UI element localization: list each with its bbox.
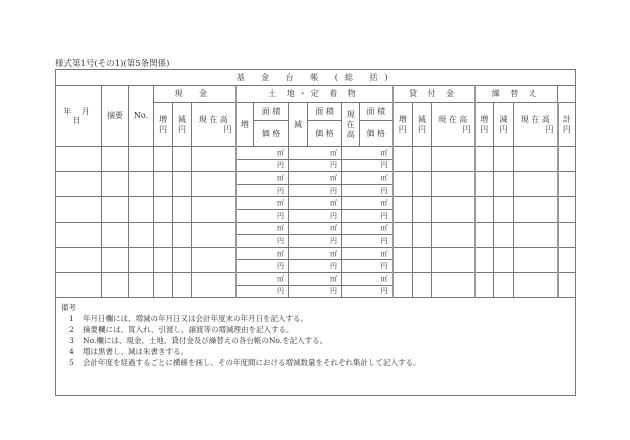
entry-cell[interactable] [102,147,129,172]
ledger-title: 基 金 台 帳 (総 括) [56,70,576,86]
entry-cell[interactable] [558,272,576,297]
entry-cell[interactable] [413,172,432,197]
notes-heading: 備考 [61,303,76,313]
entry-cell[interactable] [173,197,192,222]
entry-cell[interactable] [432,147,475,172]
land-dec-price: 価 格 [308,121,342,147]
header-date: 年 月 日 [56,86,102,147]
transfer-balance: 現 在 高 円 [514,103,558,147]
area-cell[interactable]: ㎡ [342,272,393,285]
header-loan: 貸 付 金 [393,86,475,103]
entry-cell[interactable] [56,222,102,247]
land-inc-area: 面 積 [254,103,289,121]
entry-cell[interactable] [56,172,102,197]
entry-cell[interactable] [514,247,558,272]
loan-dec: 減 円 [413,103,432,147]
entry-cell[interactable] [102,222,129,247]
notes-section [56,298,576,396]
entry-cell[interactable] [56,197,102,222]
ledger-row [56,147,576,160]
price-cell[interactable]: 円 [289,159,342,172]
price-cell[interactable]: 円 [236,159,289,172]
entry-cell[interactable] [475,172,494,197]
entry-cell[interactable] [432,172,475,197]
header-summary: 摘要 [102,86,129,147]
entry-cell[interactable] [475,222,494,247]
land-dec: 減 [289,103,308,147]
price-cell[interactable]: 円 [236,260,289,273]
price-cell[interactable]: 円 [342,235,393,248]
area-cell[interactable]: ㎡ [342,147,393,160]
entry-cell[interactable] [413,197,432,222]
entry-cell[interactable] [154,222,173,247]
entry-cell[interactable] [154,197,173,222]
total: 計 円 [558,103,576,147]
note-item: 4 増は黒書し、減は朱書きする。 [69,347,188,357]
cash-balance: 現 在 高 円 [192,103,236,147]
price-cell[interactable]: 円 [342,260,393,273]
entry-cell[interactable] [192,197,236,222]
entry-cell[interactable] [432,197,475,222]
entry-cell[interactable] [494,222,514,247]
entry-cell[interactable] [558,172,576,197]
entry-cell[interactable] [514,147,558,172]
entry-cell[interactable] [129,147,154,172]
entry-cell[interactable] [393,272,413,297]
entry-cell[interactable] [413,247,432,272]
area-cell[interactable]: ㎡ [289,147,342,160]
ledger-row [56,272,576,285]
entry-cell[interactable] [173,247,192,272]
area-cell[interactable]: ㎡ [236,272,289,285]
transfer-dec: 減 円 [494,103,514,147]
transfer-inc: 増 円 [475,103,494,147]
entry-cell[interactable] [475,272,494,297]
area-cell[interactable]: ㎡ [289,197,342,210]
entry-cell[interactable] [558,247,576,272]
ledger-row [56,197,576,210]
land-balance-price: 価 格 [360,121,393,147]
entry-cell[interactable] [192,247,236,272]
ledger-row [56,247,576,260]
entry-cell[interactable] [102,197,129,222]
fund-ledger-table [55,69,576,396]
entry-cell[interactable] [154,272,173,297]
loan-balance: 現 在 高 円 [432,103,475,147]
price-cell[interactable]: 円 [342,184,393,197]
entry-cell[interactable] [56,147,102,172]
land-balance-area: 面 積 [360,103,393,121]
price-cell[interactable]: 円 [342,159,393,172]
area-cell[interactable]: ㎡ [342,197,393,210]
entry-cell[interactable] [393,247,413,272]
cash-inc: 増 円 [154,103,173,147]
entry-cell[interactable] [413,147,432,172]
price-cell[interactable]: 円 [236,285,289,298]
form-caption: 様式第1号(その1)(第5条関係) [55,59,170,69]
entry-cell[interactable] [192,272,236,297]
header-cash: 現 金 [154,86,236,103]
entry-cell[interactable] [413,272,432,297]
entry-cell[interactable] [192,147,236,172]
entry-cell[interactable] [494,197,514,222]
entry-cell[interactable] [514,222,558,247]
note-item: 1 年月日欄には、増減の年月日又は会計年度末の年月日を記入する。 [69,314,308,324]
entry-cell[interactable] [154,247,173,272]
entry-cell[interactable] [56,272,102,297]
price-cell[interactable]: 円 [289,260,342,273]
entry-cell[interactable] [494,247,514,272]
entry-cell[interactable] [393,197,413,222]
entry-cell[interactable] [173,272,192,297]
entry-cell[interactable] [129,222,154,247]
entry-cell[interactable] [192,172,236,197]
area-cell[interactable]: ㎡ [342,247,393,260]
note-item: 2 摘要欄には、買入れ、引渡し、譲渡等の増減理由を記入する。 [69,325,294,335]
entry-cell[interactable] [514,272,558,297]
ledger-row [56,222,576,235]
entry-cell[interactable] [173,222,192,247]
entry-cell[interactable] [558,222,576,247]
price-cell[interactable]: 円 [289,235,342,248]
area-cell[interactable]: ㎡ [289,172,342,185]
price-cell[interactable]: 円 [342,209,393,222]
area-cell[interactable]: ㎡ [289,272,342,285]
area-cell[interactable]: ㎡ [342,172,393,185]
area-cell[interactable]: ㎡ [236,222,289,235]
land-inc: 増 [236,103,254,147]
area-cell[interactable]: ㎡ [236,197,289,210]
entry-cell[interactable] [475,147,494,172]
entry-cell[interactable] [129,247,154,272]
entry-cell[interactable] [393,172,413,197]
header-land: 土 地・定 着 物 [236,86,393,103]
entry-cell[interactable] [558,147,576,172]
price-cell[interactable]: 円 [236,184,289,197]
entry-cell[interactable] [514,197,558,222]
entry-cell[interactable] [413,222,432,247]
header-no: No. [129,86,154,147]
entry-cell[interactable] [432,222,475,247]
loan-inc: 増 円 [393,103,413,147]
area-cell[interactable]: ㎡ [289,222,342,235]
entry-cell[interactable] [129,272,154,297]
cash-dec: 減 円 [173,103,192,147]
area-cell[interactable]: ㎡ [236,172,289,185]
entry-cell[interactable] [558,197,576,222]
entry-cell[interactable] [129,197,154,222]
entry-cell[interactable] [102,247,129,272]
header-transfer: 繰 替 え [475,86,558,103]
price-cell[interactable]: 円 [342,285,393,298]
entry-cell[interactable] [129,172,154,197]
note-item: 3 No.欄には、現金、土地、貸付金及び繰替えの各台帳のNo.を記入する。 [69,336,328,346]
ledger-row [56,172,576,185]
price-cell[interactable]: 円 [289,285,342,298]
land-balance: 現在高 [342,103,360,147]
entry-cell[interactable] [173,172,192,197]
entry-cell[interactable] [173,147,192,172]
entry-cell[interactable] [475,247,494,272]
area-cell[interactable]: ㎡ [236,247,289,260]
land-dec-area: 面 積 [308,103,342,121]
entry-cell[interactable] [432,272,475,297]
price-cell[interactable]: 円 [289,209,342,222]
entry-cell[interactable] [432,247,475,272]
entry-cell[interactable] [154,147,173,172]
price-cell[interactable]: 円 [236,235,289,248]
entry-cell[interactable] [514,172,558,197]
note-item: 5 会計年度を経過するごとに横線を画し、その年度間における増減数量をそれぞれ集計して記入する。 [69,358,421,368]
header-blank [558,86,576,103]
price-cell[interactable]: 円 [236,209,289,222]
entry-cell[interactable] [494,272,514,297]
area-cell[interactable]: ㎡ [236,147,289,160]
entry-cell[interactable] [494,172,514,197]
entry-cell[interactable] [475,197,494,222]
entry-cell[interactable] [56,247,102,272]
entry-cell[interactable] [494,147,514,172]
area-cell[interactable]: ㎡ [342,222,393,235]
price-cell[interactable]: 円 [289,184,342,197]
entry-cell[interactable] [393,222,413,247]
land-inc-price: 価 格 [254,121,289,147]
entry-cell[interactable] [393,147,413,172]
entry-cell[interactable] [102,172,129,197]
entry-cell[interactable] [102,272,129,297]
entry-cell[interactable] [154,172,173,197]
area-cell[interactable]: ㎡ [289,247,342,260]
entry-cell[interactable] [192,222,236,247]
